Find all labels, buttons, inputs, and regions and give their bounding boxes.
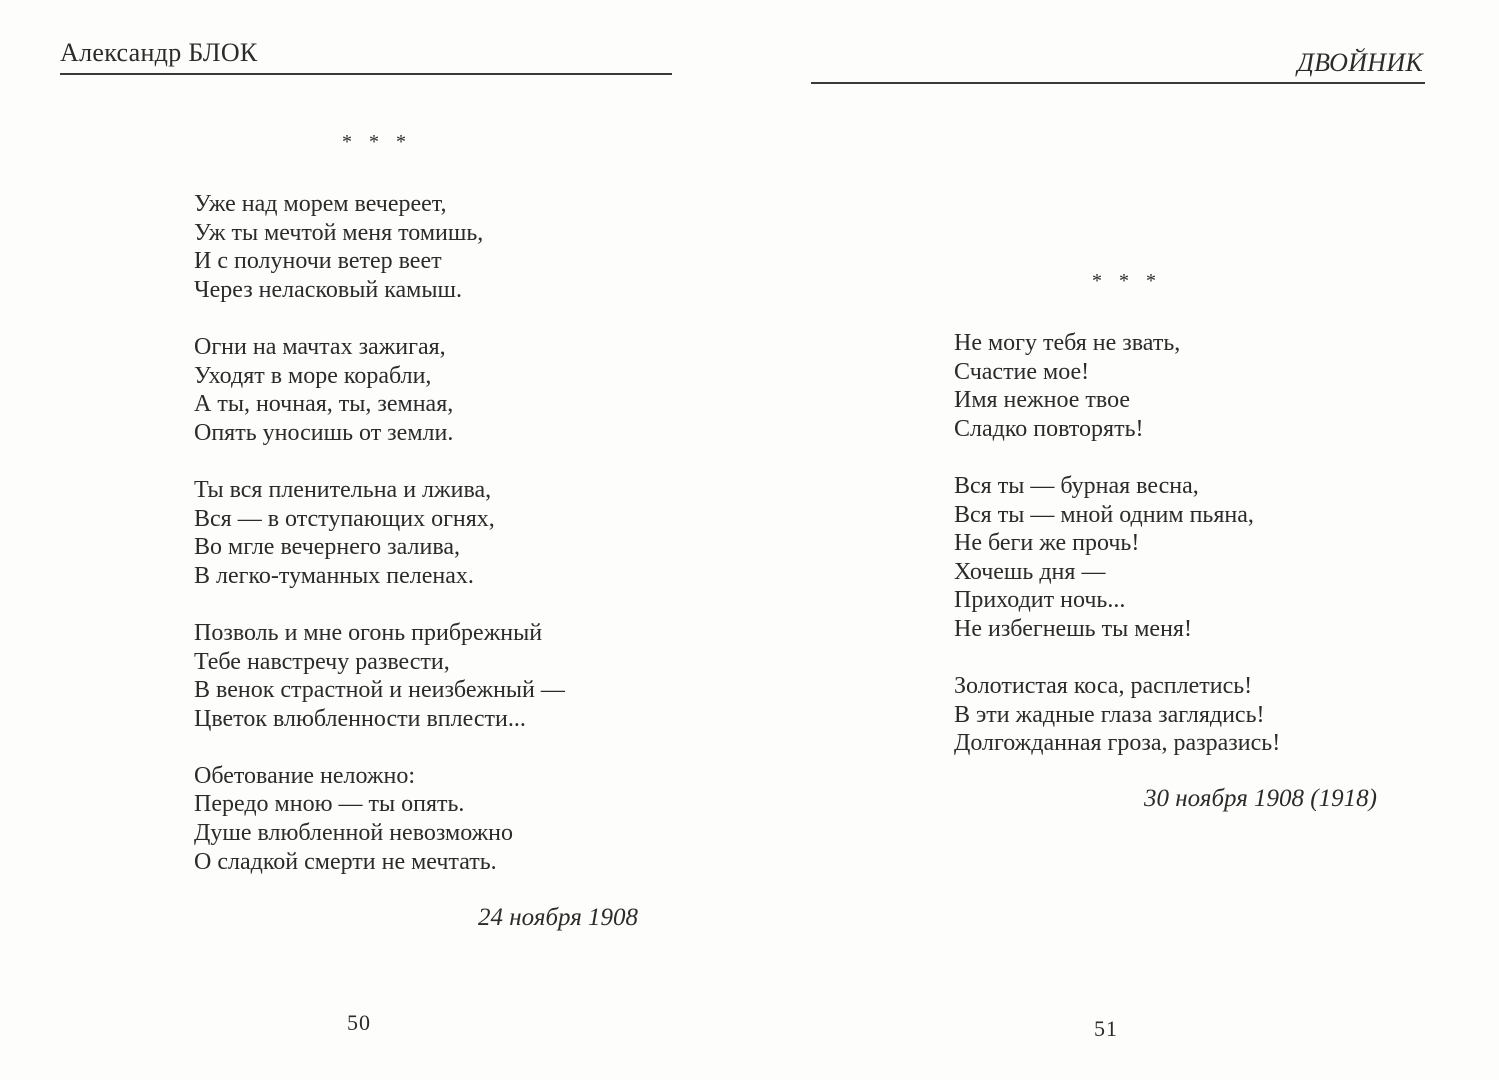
- poem-line: Вся ты — бурная весна,: [954, 472, 1199, 499]
- poem-line: В легко-туманных пеленах.: [194, 562, 474, 589]
- poem-line: Долгожданная гроза, разразись!: [954, 730, 1281, 757]
- poem: [954, 329, 1280, 758]
- section-asterisks: * * *: [1092, 270, 1162, 292]
- poem-line: Обетование неложно:: [194, 762, 416, 789]
- stanza: [954, 672, 1280, 758]
- poem-line: Не беги же прочь!: [954, 530, 1140, 557]
- right-page: [750, 0, 1499, 1080]
- running-head-title: ДВОЙНИК: [1297, 48, 1423, 77]
- poem-date: 30 ноября 1908 (1918): [1144, 785, 1377, 812]
- poem-line: Не могу тебя не звать,: [954, 330, 1181, 356]
- poem-line: И с полуночи ветер веет: [194, 248, 442, 275]
- poem-line: Душе влюбленной невозможно: [194, 820, 514, 847]
- poem-line: Вся ты — мной одним пьяна,: [954, 501, 1254, 528]
- stanza: [194, 333, 565, 447]
- page-number: 50: [347, 1010, 371, 1035]
- poem-line: Через неласковый камыш.: [194, 276, 462, 303]
- poem-line: Опять уносишь от земли.: [194, 419, 454, 446]
- poem-date: 24 ноября 1908: [478, 904, 639, 931]
- stanza: [954, 329, 1280, 443]
- running-head-author: Александр БЛОК: [60, 38, 258, 67]
- stanza: [194, 619, 565, 733]
- poem-line: Вся — в отступающих огнях,: [194, 505, 495, 532]
- poem-line: О сладкой смерти не мечтать.: [194, 848, 497, 875]
- poem: [194, 190, 565, 876]
- stanza: [194, 476, 565, 590]
- poem-line: Тебе навстречу развести,: [194, 648, 450, 675]
- poem-line: Имя нежное твое: [954, 387, 1131, 414]
- poem-line: В венок страстной и неизбежный —: [194, 677, 565, 704]
- section-asterisks: * * *: [342, 131, 412, 153]
- poem-line: Золотистая коса, расплетись!: [954, 673, 1253, 700]
- poem-line: Огни на мачтах зажигая,: [194, 333, 446, 360]
- poem-line: Сладко повторять!: [954, 415, 1144, 442]
- poem-line: В эти жадные глаза заглядись!: [954, 701, 1265, 728]
- poem-line: Хочешь дня —: [954, 558, 1106, 585]
- page-number: 51: [1094, 1016, 1118, 1041]
- poem-line: Позволь и мне огонь прибрежный: [194, 619, 543, 646]
- header-rule: [811, 82, 1425, 84]
- poem-line: Ты вся пленительна и лжива,: [194, 476, 492, 503]
- poem-line: Счастие мое!: [954, 358, 1090, 385]
- poem-line: Уж ты мечтой меня томишь,: [194, 219, 484, 246]
- header-rule: [60, 73, 672, 75]
- poem-line: Не избегнешь ты меня!: [954, 615, 1192, 642]
- poem-line: Уже над морем вечереет,: [194, 191, 447, 217]
- poem-line: Приходит ночь...: [954, 587, 1126, 614]
- poem-line: Уходят в море корабли,: [194, 362, 432, 389]
- stanza: [954, 472, 1280, 644]
- poem-line: Во мгле вечернего залива,: [194, 534, 460, 561]
- poem-line: Цветок влюбленности вплести...: [194, 705, 526, 732]
- stanza: [194, 762, 565, 876]
- poem-line: Передо мною — ты опять.: [194, 791, 465, 818]
- stanza: [194, 190, 565, 304]
- poem-line: А ты, ночная, ты, земная,: [194, 391, 454, 418]
